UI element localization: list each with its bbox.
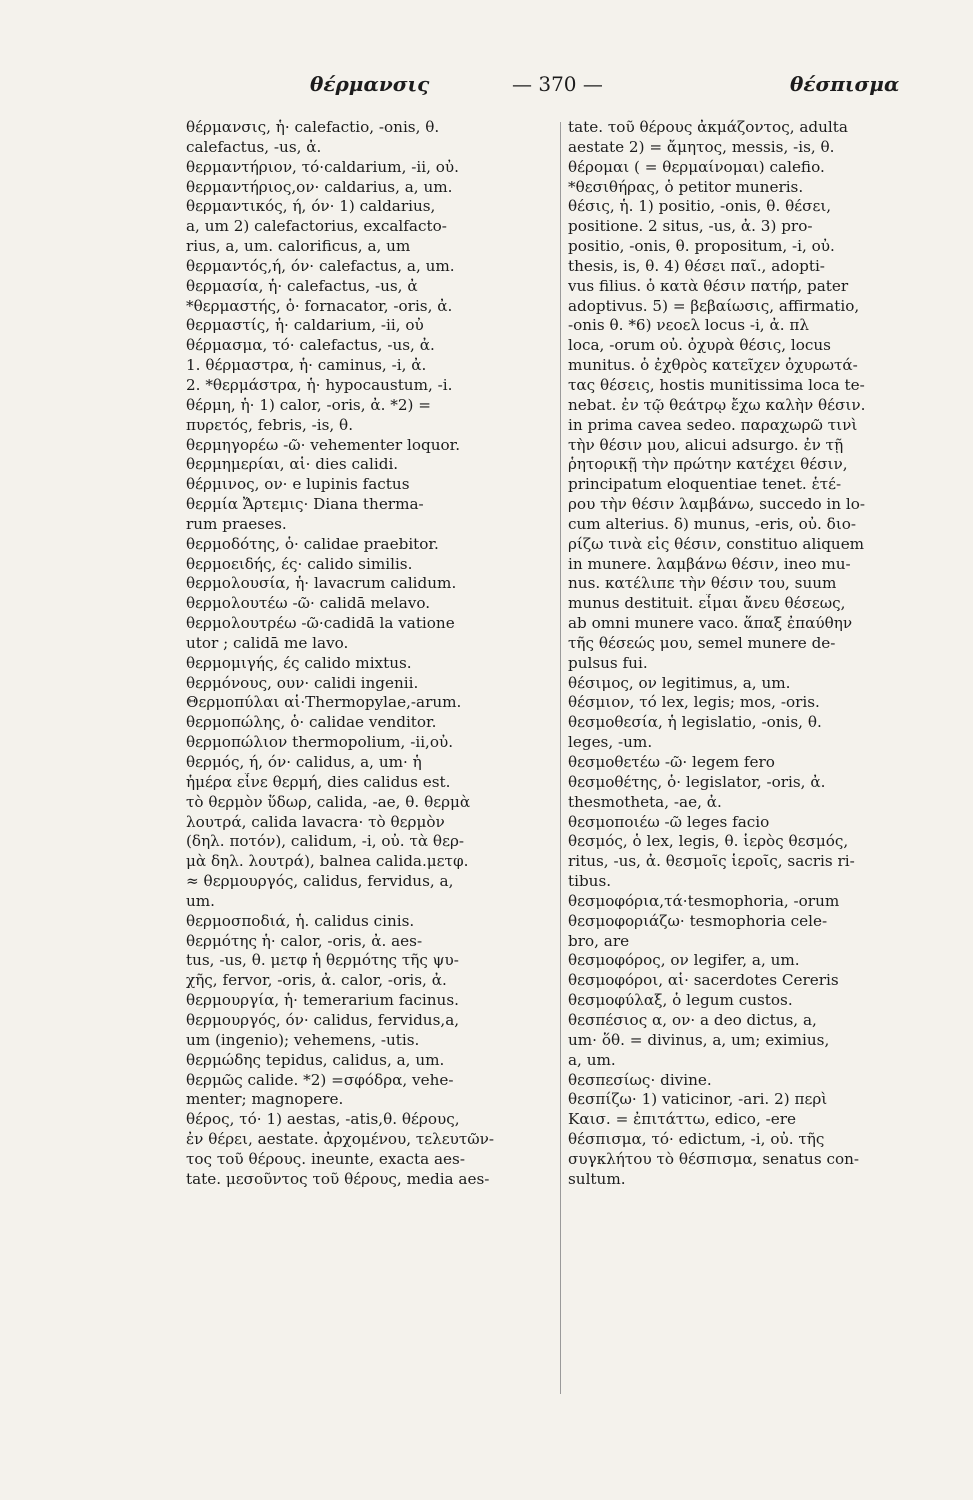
- dictionary-line: um· ὅθ. = divinus, a, um; eximius,: [568, 1030, 830, 1049]
- dictionary-line: θεσμοφύλαξ, ὁ legum custos.: [568, 991, 793, 1010]
- dictionary-line: tibus.: [568, 872, 612, 891]
- dictionary-line: μὰ δηλ. λουτρά), balnea calida.μετφ.: [186, 852, 469, 871]
- dictionary-line: θεσμοφόρος, ον legifer, a, um.: [568, 951, 800, 970]
- dictionary-line: -onis θ. *6) νεοελ locus -i, ἀ. πλ: [568, 316, 809, 335]
- dictionary-line: leges, -um.: [568, 733, 653, 752]
- dictionary-line: munus destituit. εἶμαι ἄνευ θέσεως,: [568, 594, 846, 613]
- dictionary-line: θερμός, ή, όν· calidus, a, um· ἡ: [186, 753, 422, 771]
- dictionary-line: θερμαντήριον, τό·caldarium, -ii, οὐ.: [186, 157, 459, 176]
- dictionary-line: θέρος, τό· 1) aestas, -atis,θ. θέρους,: [186, 1110, 460, 1129]
- dictionary-line: θερμοειδής, ές· calido similis.: [186, 554, 413, 573]
- dictionary-line: θερμοσποδιά, ἡ. calidus cinis.: [186, 911, 415, 930]
- dictionary-line: pulsus fui.: [568, 653, 648, 672]
- column-divider: [560, 122, 561, 1394]
- dictionary-line: θερμαντός,ή, όν· calefactus, a, um.: [186, 256, 455, 275]
- dictionary-line: θερμόνους, ουν· calidi ingenii.: [186, 673, 419, 692]
- dictionary-line: τῆς θέσεώς μου, semel munere de-: [568, 633, 836, 652]
- dictionary-line: um.: [186, 891, 216, 910]
- dictionary-line: θερμημερίαι, αἱ· dies calidi.: [186, 455, 399, 474]
- dictionary-line: ritus, -us, ἀ. θεσμοῖς ἱεροῖς, sacris ri-: [568, 852, 855, 871]
- dictionary-line: χῆς, fervor, -oris, ἀ. calor, -oris, ἀ.: [186, 971, 447, 990]
- dictionary-line: Θερμοπύλαι αἱ·Thermopylae,-arum.: [186, 693, 462, 712]
- dictionary-line: vus filius. ὁ κατὰ θέσιν πατήρ, pater: [568, 276, 849, 295]
- dictionary-line: θερμώδης tepidus, calidus, a, um.: [186, 1050, 445, 1069]
- dictionary-line: menter; magnopere.: [186, 1090, 344, 1109]
- dictionary-line: θερμομιγής, ές calido mixtus.: [186, 653, 412, 672]
- dictionary-line: θεσμοθετέω -ῶ· legem fero: [568, 753, 775, 771]
- dictionary-line: Καισ. = ἐπιτάττω, edico, -ere: [568, 1110, 796, 1129]
- dictionary-line: θερμοπώλης, ὁ· calidae venditor.: [186, 713, 437, 732]
- page-header: [190, 72, 900, 106]
- dictionary-line: in munere. λαμβάνω θέσιν, ineo mu-: [568, 554, 851, 573]
- dictionary-line: θέσις, ἡ. 1) positio, -onis, θ. θέσει,: [568, 197, 832, 216]
- dictionary-line: positione. 2 situs, -us, ἀ. 3) pro-: [568, 217, 813, 236]
- dictionary-line: θεσμοφόρια,τά·tesmophoria, -orum: [568, 891, 840, 910]
- dictionary-line: θεσμοποιέω -ῶ leges facio: [568, 812, 770, 831]
- dictionary-line: positio, -onis, θ. propositum, -i, οὐ.: [568, 237, 835, 256]
- dictionary-line: θέρομαι ( = θερμαίνομαι) calefio.: [568, 157, 825, 176]
- dictionary-line: θερμία Ἄρτεμις· Diana therma-: [186, 495, 424, 514]
- dictionary-line: θερμασία, ἡ· calefactus, -us, ἀ: [186, 276, 418, 295]
- dictionary-line: munitus. ὁ ἐχθρὸς κατεῖχεν ὀχυρωτά-: [568, 356, 858, 375]
- left-column: [186, 118, 558, 1190]
- dictionary-line: λουτρά, calida lavacra· τὸ θερμὸν: [186, 812, 445, 831]
- dictionary-line: cum alterius. δ) munus, -eris, οὐ. διο-: [568, 514, 857, 533]
- dictionary-line: aestate 2) = ἄμητος, messis, -is, θ.: [568, 137, 835, 156]
- dictionary-line: a, um.: [568, 1050, 616, 1069]
- dictionary-line: *θερμαστής, ὁ· fornacator, -oris, ἀ.: [186, 296, 453, 315]
- dictionary-line: adoptivus. 5) = βεβαίωσις, affirmatio,: [568, 296, 860, 315]
- page-number: — 370 —: [512, 72, 603, 96]
- dictionary-line: τας θέσεις, hostis munitissima loca te-: [568, 375, 865, 394]
- dictionary-line: συγκλήτου τὸ θέσπισμα, senatus con-: [568, 1149, 860, 1168]
- dictionary-line: τὴν θέσιν μου, alicui adsurgo. ἐν τῇ: [568, 435, 844, 454]
- dictionary-line: *θεσιθήρας, ὁ petitor muneris.: [568, 177, 804, 196]
- dictionary-line: in prima cavea sedeo. παραχωρῶ τινὶ: [568, 415, 858, 434]
- dictionary-line: θεσπεσίως· divine.: [568, 1070, 712, 1089]
- dictionary-line: tate. μεσοῦντος τοῦ θέρους, media aes-: [186, 1169, 490, 1188]
- dictionary-line: θέσπισμα, τό· edictum, -i, οὐ. τῆς: [568, 1130, 825, 1149]
- dictionary-line: 1. θέρμαστρα, ἡ· caminus, -i, ἀ.: [186, 356, 427, 375]
- dictionary-line: θερμουργία, ἡ· temerarium facinus.: [186, 991, 459, 1010]
- dictionary-line: θέσιμος, ον legitimus, a, um.: [568, 673, 791, 692]
- dictionary-line: θεσμός, ὁ lex, legis, θ. ἱερὸς θεσμός,: [568, 832, 849, 851]
- dictionary-line: sultum.: [568, 1169, 626, 1188]
- dictionary-line: θερμαντήριος,ον· caldarius, a, um.: [186, 177, 453, 196]
- dictionary-line: ab omni munere vaco. ἅπαξ ἐπαύθην: [568, 614, 853, 633]
- dictionary-line: θεσμοθεσία, ἡ legislatio, -onis, θ.: [568, 713, 822, 732]
- dictionary-line: calefactus, -us, ἀ.: [186, 137, 322, 156]
- dictionary-line: θερμολουτέω -ῶ· calidā melavo.: [186, 594, 431, 613]
- dictionary-line: θεσπίζω· 1) vaticinor, -ari. 2) περὶ: [568, 1090, 828, 1109]
- dictionary-line: tus, -us, θ. μετφ ἡ θερμότης τῆς ψυ-: [186, 951, 459, 970]
- dictionary-line: θερμηγορέω -ῶ· vehementer loquor.: [186, 435, 461, 454]
- dictionary-line: τὸ θερμὸν ὕδωρ, calida, -ae, θ. θερμὰ: [186, 792, 471, 811]
- dictionary-line: nebat. ἐν τῷ θεάτρῳ ἔχω καλὴν θέσιν.: [568, 395, 866, 414]
- dictionary-line: θεσμοθέτης, ὁ· legislator, -oris, ἀ.: [568, 772, 826, 791]
- dictionary-line: rum praeses.: [186, 514, 287, 533]
- dictionary-line: θερμαστίς, ἡ· caldarium, -ii, οὐ: [186, 316, 424, 335]
- dictionary-line: um (ingenio); vehemens, -utis.: [186, 1030, 420, 1049]
- dictionary-line: θερμολουσία, ἡ· lavacrum calidum.: [186, 574, 457, 593]
- dictionary-line: πυρετός, febris, -is, θ.: [186, 415, 354, 434]
- dictionary-line: ἡμέρα εἶνε θερμή, dies calidus est.: [186, 772, 451, 791]
- dictionary-line: θέρμασμα, τό· calefactus, -us, ἀ.: [186, 336, 435, 355]
- dictionary-line: θεσπέσιος α, ον· a deo dictus, a,: [568, 1010, 817, 1029]
- dictionary-line: ἐν θέρει, aestate. ἀρχομένου, τελευτῶν-: [186, 1130, 495, 1149]
- dictionary-line: θερμῶς calide. *2) =σφόδρα, vehe-: [186, 1070, 454, 1089]
- dictionary-line: θερμουργός, όν· calidus, fervidus,a,: [186, 1010, 460, 1029]
- dictionary-line: nus. κατέλιπε τὴν θέσιν του, suum: [568, 574, 837, 593]
- dictionary-line: a, um 2) calefactorius, excalfacto-: [186, 217, 447, 236]
- dictionary-line: τος τοῦ θέρους. ineunte, exacta aes-: [186, 1149, 465, 1168]
- dictionary-line: θεσμοφοριάζω· tesmophoria cele-: [568, 911, 828, 930]
- dictionary-line: θερμοπώλιον thermopolium, -ii,οὐ.: [186, 733, 454, 752]
- dictionary-line: utor ; calidā me lavo.: [186, 633, 349, 652]
- dictionary-line: θέρμανσις, ἡ· calefactio, -onis, θ.: [186, 118, 440, 136]
- dictionary-line: loca, -orum οὐ. ὀχυρὰ θέσις, locus: [568, 336, 831, 355]
- dictionary-line: (δηλ. ποτόν), calidum, -i, οὐ. τὰ θερ-: [186, 832, 465, 851]
- dictionary-line: θέσμιον, τό lex, legis; mos, -oris.: [568, 693, 820, 712]
- dictionary-line: θερμότης ἡ· calor, -oris, ἀ. aes-: [186, 931, 423, 950]
- dictionary-line: θερμολουτρέω -ῶ·cadidā la vatione: [186, 614, 455, 633]
- dictionary-line: θερμοδότης, ὁ· calidae praebitor.: [186, 534, 439, 553]
- dictionary-line: thesmotheta, -ae, ἀ.: [568, 792, 722, 811]
- dictionary-line: θερμαντικός, ή, όν· 1) caldarius,: [186, 197, 436, 216]
- dictionary-line: bro, are: [568, 931, 630, 950]
- dictionary-line: θεσμοφόροι, αἱ· sacerdotes Cereris: [568, 971, 839, 990]
- dictionary-line: ≈ θερμουργός, calidus, fervidus, a,: [186, 872, 454, 891]
- dictionary-line: tate. τοῦ θέρους ἀκμάζοντος, adulta: [568, 118, 848, 136]
- header-right-word: θέσπισμα: [790, 72, 900, 96]
- dictionary-line: θέρμη, ἡ· 1) calor, -oris, ἀ. *2) =: [186, 395, 432, 414]
- right-column: [568, 118, 956, 1190]
- dictionary-line: θέρμινος, ον· e lupinis factus: [186, 475, 410, 494]
- dictionary-line: ρίζω τινὰ εἰς θέσιν, constituo aliquem: [568, 534, 865, 553]
- dictionary-line: ρου τὴν θέσιν λαμβάνω, succedo in lo-: [568, 495, 866, 514]
- dictionary-line: thesis, is, θ. 4) θέσει παῖ., adopti-: [568, 256, 825, 275]
- dictionary-line: rius, a, um. calorificus, a, um: [186, 237, 411, 256]
- dictionary-line: principatum eloquentiae tenet. ἑτέ-: [568, 475, 842, 494]
- dictionary-line: 2. *θερμάστρα, ἡ· hypocaustum, -i.: [186, 375, 453, 394]
- dictionary-line: ῥητορικῇ τὴν πρώτην κατέχει θέσιν,: [568, 455, 848, 474]
- header-left-word: θέρμανσις: [310, 72, 430, 96]
